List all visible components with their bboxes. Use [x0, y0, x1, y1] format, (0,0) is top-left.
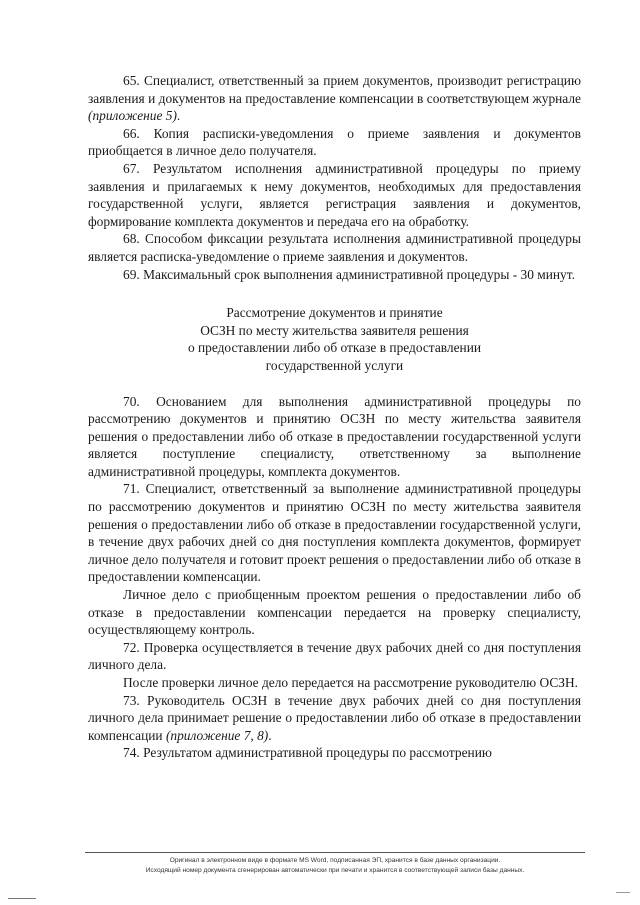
paragraph-71: 71. Специалист, ответственный за выполнение административной процедуры по рассмотрению документов и принятию ОСЗН по месту жительства заявителя решения о предоставлении либо об отказе в предоставлении государственной услуги, в течение двух рабочих дней со дня поступления комплекта документов, формирует личное дело получателя и готовит проект решения о предоставлении либо об отказе в предоставлении компенсации.: [88, 481, 581, 585]
paragraph-70: 70. Основанием для выполнения административной процедуры по рассмотрению документов и принятию ОСЗН по месту жительства заявителя решения о предоставлении либо об отказе в предоставлении государственной услуги является поступление специалисту, ответственному за выполнение административной процедуры, комплекта документов.: [88, 393, 581, 479]
paragraph-68: 68. Способом фиксации результата исполнения административной процедуры является расписка-уведомление о приеме заявления и документов.: [88, 231, 581, 264]
heading-line-3: о предоставлении либо об отказе в предоставлении: [187, 340, 482, 356]
page-footer: [85, 856, 585, 876]
top-section: [88, 72, 581, 283]
paragraph-74: 74. Результатом административной процедуры по рассмотрению: [123, 745, 492, 761]
footer-divider: [85, 852, 585, 853]
paragraph-73: 73. Руководитель ОСЗН в течение двух рабочих дней со дня поступления личного дела принимает решение о предоставлении либо об отказе в предоставлении компенсации (приложение 7, 8).: [88, 692, 581, 743]
heading-line-1: Рассмотрение документов и принятие: [226, 305, 443, 321]
paragraph-72: 72. Проверка осуществляется в течение двух рабочих дней со дня поступления личного дела.: [88, 639, 581, 673]
paragraph-65: 65. Специалист, ответственный за прием документов, производит регистрацию заявления и документов на предоставление компенсации в соответствующем журнале (приложение 5).: [88, 73, 581, 124]
paragraph-67: 67. Результатом исполнения административной процедуры по приему заявления и прилагаемых к нему документов, необходимых для предоставления государственной услуги, является регистрация заявления и документов, формирование комплекта документов и передача его на обработку.: [88, 160, 581, 229]
heading-line-4: государственной услуги: [265, 357, 404, 373]
document-body: [88, 72, 581, 762]
scan-edge-mark: [8, 898, 36, 899]
footer-line-1: Оригинал в электронном виде в формате MS Word, подписанная ЭП, хранится в базе данных организации.: [169, 857, 501, 864]
paragraph-69: 69. Максимальный срок выполнения административной процедуры - 30 минут.: [123, 266, 575, 282]
heading-line-2: ОСЗН по месту жительства заявителя решения: [200, 322, 469, 338]
bottom-section: [88, 393, 581, 762]
section-heading: [88, 304, 581, 374]
paragraph-66: 66. Копия расписки-уведомления о приеме заявления и документов приобщается в личное дело получателя.: [88, 125, 581, 159]
footer-line-2: Исходящий номер документа сгенерирован автоматически при печати и хранится в соответствующей записи базы данных.: [145, 867, 525, 874]
paragraph-71-continued: Личное дело с приобщенным проектом решения о предоставлении либо об отказе в предоставлении компенсации передается на проверку специалисту, осуществляющему контроль.: [88, 587, 581, 638]
paragraph-72-continued: После проверки личное дело передается на рассмотрение руководителю ОСЗН.: [123, 675, 579, 690]
scan-edge-mark-right: [616, 892, 630, 893]
